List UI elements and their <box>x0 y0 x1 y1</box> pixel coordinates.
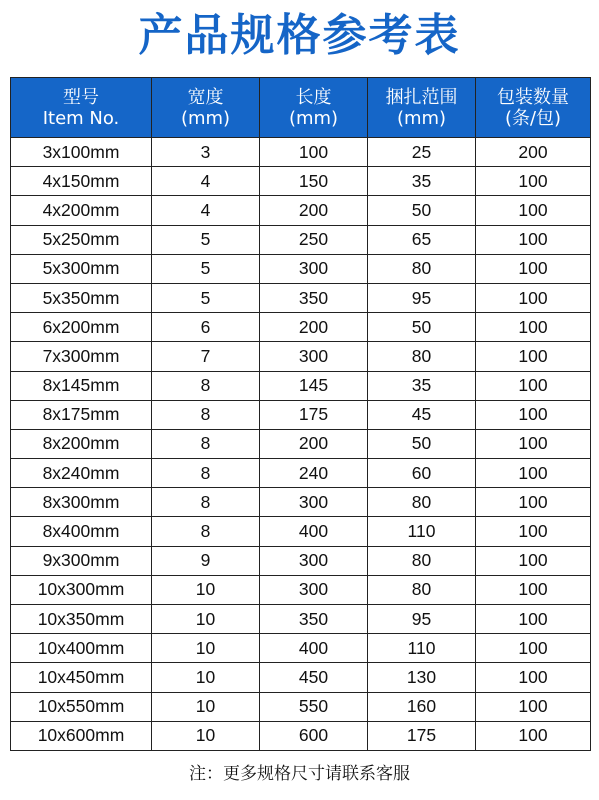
cell-width: 5 <box>152 283 260 312</box>
cell-item-no: 9x300mm <box>11 546 152 575</box>
cell-width: 10 <box>152 605 260 634</box>
header-item-no <box>11 78 152 138</box>
cell-length: 300 <box>260 342 368 371</box>
cell-item-no: 6x200mm <box>11 313 152 342</box>
cell-length: 400 <box>260 517 368 546</box>
header-width-cn: 宽度 <box>187 86 224 108</box>
cell-bundle-range: 25 <box>368 138 476 167</box>
cell-length: 200 <box>260 313 368 342</box>
cell-bundle-range: 175 <box>368 721 476 750</box>
cell-item-no: 5x300mm <box>11 254 152 283</box>
table-row <box>11 313 591 342</box>
cell-item-no: 5x350mm <box>11 283 152 312</box>
cell-bundle-range: 35 <box>368 167 476 196</box>
cell-pack-qty: 100 <box>476 167 591 196</box>
table-header-row <box>11 78 591 138</box>
table-row <box>11 692 591 721</box>
table-row <box>11 488 591 517</box>
cell-item-no: 10x400mm <box>11 634 152 663</box>
cell-length: 240 <box>260 459 368 488</box>
table-row <box>11 283 591 312</box>
cell-item-no: 4x150mm <box>11 167 152 196</box>
cell-pack-qty: 100 <box>476 721 591 750</box>
table-row <box>11 196 591 225</box>
cell-length: 250 <box>260 225 368 254</box>
cell-length: 145 <box>260 371 368 400</box>
cell-bundle-range: 35 <box>368 371 476 400</box>
cell-bundle-range: 45 <box>368 400 476 429</box>
cell-pack-qty: 100 <box>476 254 591 283</box>
table-row <box>11 138 591 167</box>
cell-pack-qty: 100 <box>476 634 591 663</box>
table-row <box>11 400 591 429</box>
cell-item-no: 8x300mm <box>11 488 152 517</box>
cell-pack-qty: 100 <box>476 488 591 517</box>
cell-bundle-range: 160 <box>368 692 476 721</box>
header-bundle-range-unit: (mm) <box>396 107 447 129</box>
cell-width: 10 <box>152 692 260 721</box>
cell-pack-qty: 100 <box>476 575 591 604</box>
cell-bundle-range: 130 <box>368 663 476 692</box>
cell-item-no: 8x240mm <box>11 459 152 488</box>
cell-length: 300 <box>260 254 368 283</box>
cell-width: 3 <box>152 138 260 167</box>
cell-item-no: 7x300mm <box>11 342 152 371</box>
cell-width: 8 <box>152 517 260 546</box>
page-title: 产品规格参考表 <box>138 10 461 61</box>
cell-pack-qty: 100 <box>476 371 591 400</box>
cell-bundle-range: 110 <box>368 634 476 663</box>
table-row <box>11 575 591 604</box>
cell-pack-qty: 100 <box>476 605 591 634</box>
cell-width: 6 <box>152 313 260 342</box>
cell-width: 7 <box>152 342 260 371</box>
cell-length: 100 <box>260 138 368 167</box>
cell-width: 9 <box>152 546 260 575</box>
cell-item-no: 8x145mm <box>11 371 152 400</box>
cell-item-no: 10x300mm <box>11 575 152 604</box>
cell-item-no: 3x100mm <box>11 138 152 167</box>
cell-width: 8 <box>152 371 260 400</box>
header-item-no-en: Item No. <box>42 107 120 129</box>
header-length-unit: (mm) <box>288 107 339 129</box>
table-row <box>11 517 591 546</box>
cell-length: 150 <box>260 167 368 196</box>
cell-bundle-range: 80 <box>368 546 476 575</box>
cell-item-no: 5x250mm <box>11 225 152 254</box>
table-row <box>11 254 591 283</box>
table-row <box>11 663 591 692</box>
header-length <box>260 78 368 138</box>
cell-item-no: 10x600mm <box>11 721 152 750</box>
header-item-no-cn: 型号 <box>63 86 99 108</box>
cell-item-no: 8x175mm <box>11 400 152 429</box>
spec-table <box>10 77 591 751</box>
cell-pack-qty: 100 <box>476 196 591 225</box>
table-row <box>11 605 591 634</box>
table-row <box>11 634 591 663</box>
cell-length: 350 <box>260 283 368 312</box>
cell-length: 550 <box>260 692 368 721</box>
cell-pack-qty: 100 <box>476 283 591 312</box>
cell-pack-qty: 100 <box>476 342 591 371</box>
cell-item-no: 8x200mm <box>11 429 152 458</box>
cell-pack-qty: 100 <box>476 663 591 692</box>
cell-width: 8 <box>152 429 260 458</box>
cell-item-no: 10x550mm <box>11 692 152 721</box>
cell-item-no: 10x450mm <box>11 663 152 692</box>
cell-pack-qty: 100 <box>476 459 591 488</box>
header-pack-qty-unit: (条/包) <box>504 107 562 129</box>
cell-width: 5 <box>152 254 260 283</box>
cell-bundle-range: 50 <box>368 429 476 458</box>
table-body <box>11 138 591 751</box>
cell-length: 175 <box>260 400 368 429</box>
cell-pack-qty: 100 <box>476 225 591 254</box>
cell-width: 8 <box>152 488 260 517</box>
table-row <box>11 546 591 575</box>
cell-bundle-range: 60 <box>368 459 476 488</box>
cell-bundle-range: 80 <box>368 342 476 371</box>
header-bundle-range <box>368 78 476 138</box>
cell-width: 4 <box>152 196 260 225</box>
table-row <box>11 459 591 488</box>
table-row <box>11 167 591 196</box>
table-row <box>11 721 591 750</box>
cell-bundle-range: 50 <box>368 313 476 342</box>
cell-width: 10 <box>152 634 260 663</box>
table-row <box>11 342 591 371</box>
table-row <box>11 371 591 400</box>
cell-pack-qty: 100 <box>476 429 591 458</box>
cell-bundle-range: 80 <box>368 254 476 283</box>
table-row <box>11 429 591 458</box>
cell-length: 300 <box>260 488 368 517</box>
cell-pack-qty: 100 <box>476 546 591 575</box>
header-pack-qty <box>476 78 591 138</box>
header-pack-qty-cn: 包装数量 <box>497 86 569 108</box>
cell-length: 300 <box>260 546 368 575</box>
cell-pack-qty: 100 <box>476 692 591 721</box>
cell-bundle-range: 95 <box>368 283 476 312</box>
cell-item-no: 8x400mm <box>11 517 152 546</box>
cell-width: 8 <box>152 400 260 429</box>
table-row <box>11 225 591 254</box>
cell-pack-qty: 100 <box>476 517 591 546</box>
cell-length: 200 <box>260 196 368 225</box>
cell-length: 350 <box>260 605 368 634</box>
cell-pack-qty: 100 <box>476 313 591 342</box>
cell-bundle-range: 80 <box>368 575 476 604</box>
cell-pack-qty: 100 <box>476 400 591 429</box>
cell-length: 450 <box>260 663 368 692</box>
cell-width: 10 <box>152 721 260 750</box>
header-bundle-range-cn: 捆扎范围 <box>385 86 458 108</box>
cell-item-no: 4x200mm <box>11 196 152 225</box>
cell-bundle-range: 65 <box>368 225 476 254</box>
header-width-unit: (mm) <box>180 107 231 129</box>
cell-width: 5 <box>152 225 260 254</box>
cell-length: 400 <box>260 634 368 663</box>
cell-width: 10 <box>152 575 260 604</box>
cell-item-no: 10x350mm <box>11 605 152 634</box>
cell-length: 300 <box>260 575 368 604</box>
footnote: 注：更多规格尺寸请联系客服 <box>189 764 410 784</box>
cell-bundle-range: 50 <box>368 196 476 225</box>
header-width <box>152 78 260 138</box>
cell-bundle-range: 110 <box>368 517 476 546</box>
cell-width: 10 <box>152 663 260 692</box>
cell-width: 8 <box>152 459 260 488</box>
header-length-cn: 长度 <box>295 86 332 108</box>
cell-pack-qty: 200 <box>476 138 591 167</box>
cell-length: 200 <box>260 429 368 458</box>
cell-bundle-range: 80 <box>368 488 476 517</box>
cell-length: 600 <box>260 721 368 750</box>
cell-bundle-range: 95 <box>368 605 476 634</box>
cell-width: 4 <box>152 167 260 196</box>
